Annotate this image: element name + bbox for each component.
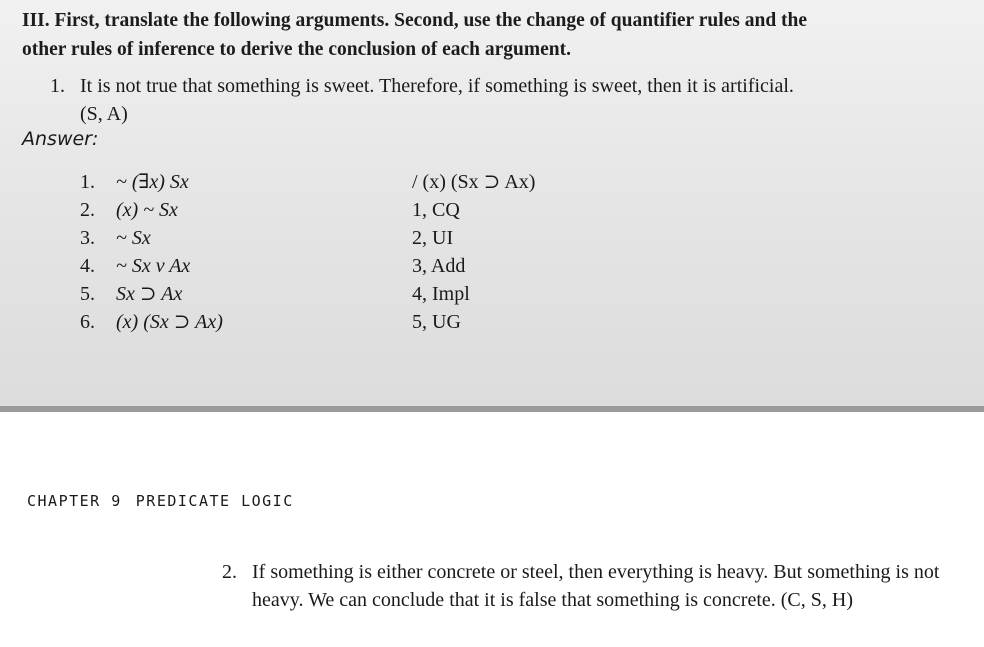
chapter-header xyxy=(27,492,294,510)
step-formula: (x) ~ Sx xyxy=(116,199,178,221)
chapter-label: CHAPTER 9 xyxy=(27,492,122,510)
answer-label: Answer: xyxy=(22,128,99,150)
proof-step xyxy=(80,224,640,252)
panel-divider xyxy=(0,406,984,412)
step-number: 2. xyxy=(80,199,95,221)
step-formula: ~ (∃x) Sx xyxy=(116,171,189,193)
step-justification: 1, CQ xyxy=(412,199,460,221)
step-justification: 2, UI xyxy=(412,227,454,249)
step-justification: / (x) (Sx ⊃ Ax) xyxy=(412,171,536,193)
step-number: 3. xyxy=(80,227,95,249)
proof-steps xyxy=(80,168,640,336)
question-1-number: 1. xyxy=(50,75,65,97)
step-formula: Sx ⊃ Ax xyxy=(116,283,183,305)
step-number: 6. xyxy=(80,311,95,333)
chapter-title: PREDICATE LOGIC xyxy=(135,492,294,510)
step-formula: ~ Sx v Ax xyxy=(116,255,191,277)
proof-step xyxy=(80,280,640,308)
step-number: 5. xyxy=(80,283,95,305)
question-1-text: It is not true that something is sweet. Therefore, if something is sweet, then it is artificial. (S, A) xyxy=(80,75,794,125)
step-formula: (x) (Sx ⊃ Ax) xyxy=(116,311,223,333)
question-2-text: If something is either concrete or steel, then everything is heavy. But something is not heavy. We can conclude that it is false that something is concrete. (C, S, H) xyxy=(252,561,940,611)
step-justification: 3, Add xyxy=(412,255,466,277)
step-number: 1. xyxy=(80,171,95,193)
proof-step xyxy=(80,196,640,224)
proof-step xyxy=(80,168,640,196)
proof-step xyxy=(80,252,640,280)
step-justification: 4, Impl xyxy=(412,283,470,305)
question-2-number: 2. xyxy=(222,561,237,583)
proof-step xyxy=(80,308,640,336)
step-justification: 5, UG xyxy=(412,311,461,333)
step-number: 4. xyxy=(80,255,95,277)
section-heading: III. First, translate the following arguments. Second, use the change of quantifier rules and the other rules of inference to derive the conclusion of each argument. xyxy=(22,10,808,60)
step-formula: ~ Sx xyxy=(116,227,151,249)
